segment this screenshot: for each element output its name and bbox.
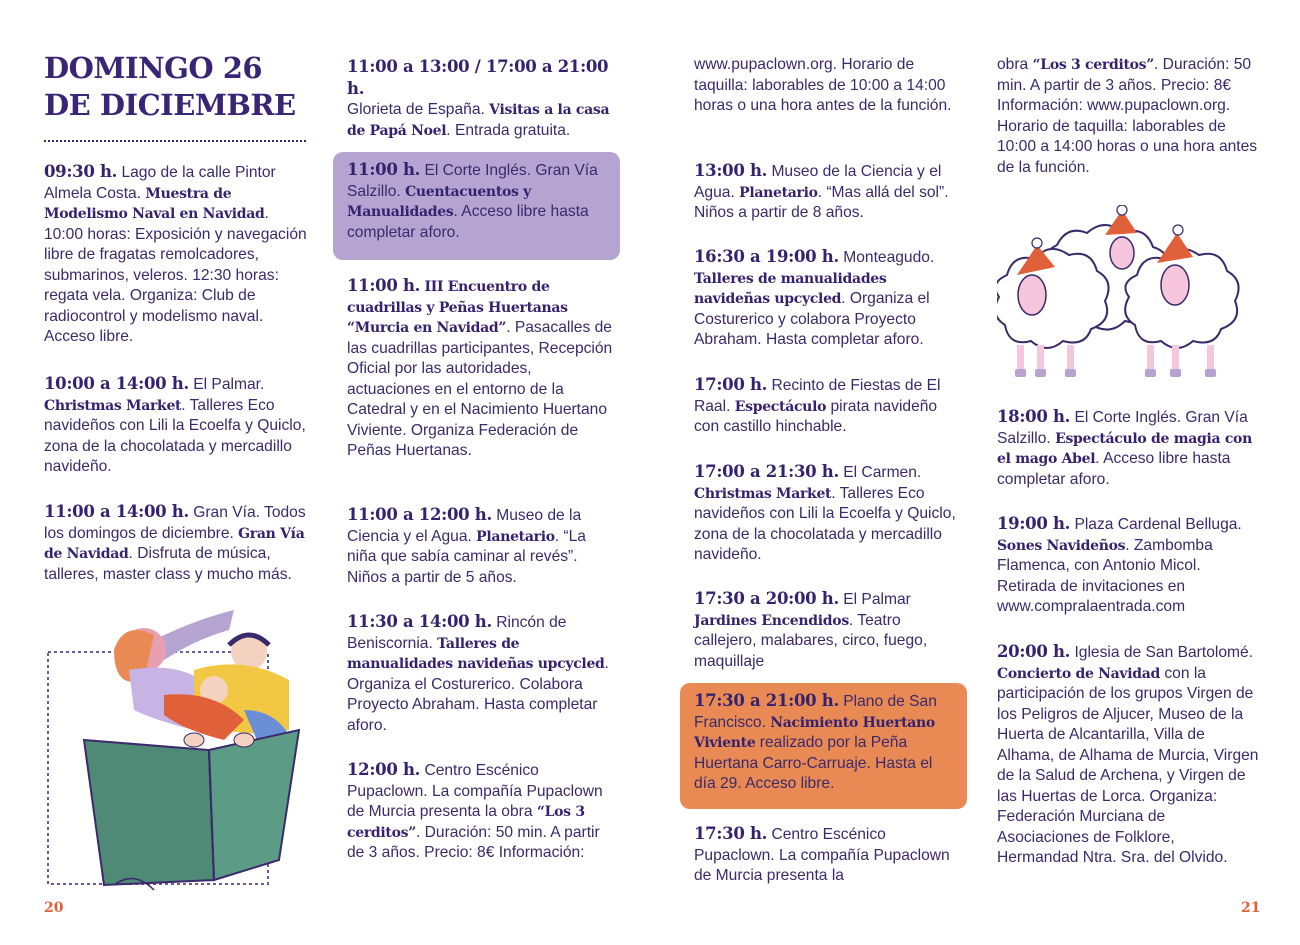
children-reading-illustration [44,600,304,895]
event-planetario-1300: 13:00 h. Museo de la Ciencia y el Agua. Planetario. “Mas allá del sol”. Niños a partir de 8 años. [694,161,949,221]
page-number-right: 21 [1241,900,1261,916]
event-cuentacuentos: 11:00 h. El Corte Inglés. Gran Vía Salzillo. Cuentacuentos y Manualidades. Acceso libre hasta completar aforo. [333,152,620,260]
event-papa-noel: 11:00 a 13:00 / 17:00 a 21:00 h. Glorieta de España. Visitas a la casa de Papá Noel. Entrada gratuita. [347,57,610,139]
event-talleres-monteagudo: 16:30 a 19:00 h. Monteagudo. Talleres de manualidades navideñas upcycled. Organiza el Costurerico y colabora Proyecto Abraham. Hasta completar aforo. [694,247,935,348]
event-concierto-navidad: 20:00 h. Iglesia de San Bartolomé. Concierto de Navidad con la participación de los grupos Virgen de los Peligros de Aljucer, Museo de la Huerta de Alcantarilla, Villa de Alhama, de Alhama de Murcia, Virgen de la Salud de Archena, y Virgen de las Huertas de Lorca. Organiza: Federación Murciana de Asociaciones de Folklore, Hermandad Ntra. Sra. del Olvido. [997,642,1259,866]
event-christmas-carmen: 17:00 a 21:30 h. El Carmen. Christmas Market. Talleres Eco navideños con Lili la Ecoelfa y Quiclo, zona de la chocolatada y mercadillo navideño. [694,462,956,563]
event-planetario-1100: 11:00 a 12:00 h. Museo de la Ciencia y el Agua. Planetario. “La niña que sabía caminar al revés”. Niños a partir de 5 años. [347,505,586,586]
event-talleres-beniscornia: 11:30 a 14:00 h. Rincón de Beniscornia. Talleres de manualidades navideñas upcycled. Organiza el Costurerico. Colabora Proyecto Abraham. Hasta completar aforo. [347,612,609,734]
event-magia: 18:00 h. El Corte Inglés. Gran Vía Salzillo. Espectáculo de magia con el mago Abel. Acceso libre hasta completar aforo. [997,407,1252,488]
event-pupaclown-1200-cont: www.pupaclown.org. Horario de taquilla: laborables de 10:00 a 14:00 horas o una hora antes de la función. [694,56,952,114]
event-pupaclown-1730: 17:30 h. Centro Escénico Pupaclown. La compañía Pupaclown de Murcia presenta la [694,824,950,884]
event-1000: 10:00 a 14:00 h. El Palmar. Christmas Market. Talleres Eco navideños con Lili la Ecoelfa y Quiclo, zona de la chocolatada y mercadillo navideño. [44,374,306,475]
event-sones-navidenos: 19:00 h. Plaza Cardenal Belluga. Sones Navideños. Zambomba Flamenca, con Antonio Micol. Retirada de invitaciones en www.compralaentrada.com [997,514,1242,615]
event-pupaclown-1730-cont: obra “Los 3 cerditos”. Duración: 50 min. A partir de 3 años. Precio: 8€ Información: www.pupaclown.org. Horario de taquilla: laborables de 10:00 a 14:00 horas o una hora antes de la función. [997,56,1258,176]
event-espectaculo-raal: 17:00 h. Recinto de Fiestas de El Raal. Espectáculo pirata navideño con castillo hinchable. [694,375,941,435]
event-0930: 09:30 h. Lago de la calle Pintor Almela Costa. Muestra de Modelismo Naval en Navidad. 10:00 horas: Exposición y navegación libre de fragatas remolcadores, submarinos, veleros. 12:30 horas: regata vela. Organiza: Club de radiocontrol y modelismo naval. Acceso libre. [44,162,307,345]
title-divider [44,140,306,142]
event-nacimiento-huertano: 17:30 a 21:00 h. Plano de San Francisco. Nacimiento Huertano Viviente realizado por la Peña Huertana Carro-Carruaje. Hasta el día 29. Acceso libre. [680,683,967,809]
page-title: DOMINGO 26 DE DICIEMBRE [44,51,296,122]
event-1100-granvia: 11:00 a 14:00 h. Gran Vía. Todos los domingos de diciembre. Gran Vía de Navidad. Disfruta de música, talleres, master class y mucho más. [44,502,306,583]
event-jardines-encendidos: 17:30 a 20:00 h. El Palmar Jardines Encendidos. Teatro callejero, malabares, circo, fuego, maquillaje [694,589,928,670]
event-pupaclown-1200: 12:00 h. Centro Escénico Pupaclown. La compañía Pupaclown de Murcia presenta la obra “Los 3 cerditos”. Duración: 50 min. A partir de 3 años. Precio: 8€ Información: [347,760,603,861]
sheep-illustration [997,205,1255,383]
event-cuadrillas: 11:00 h. III Encuentro de cuadrillas y Peñas Huertanas “Murcia en Navidad”. Pasacalles de las cuadrillas participantes, Recepción Oficial por las autoridades, actuaciones en el entorno de la Catedral y en el Nacimiento Huertano Viviente. Organiza Federación de Peñas Huertanas. [347,276,613,459]
page-number-left: 20 [44,900,64,916]
